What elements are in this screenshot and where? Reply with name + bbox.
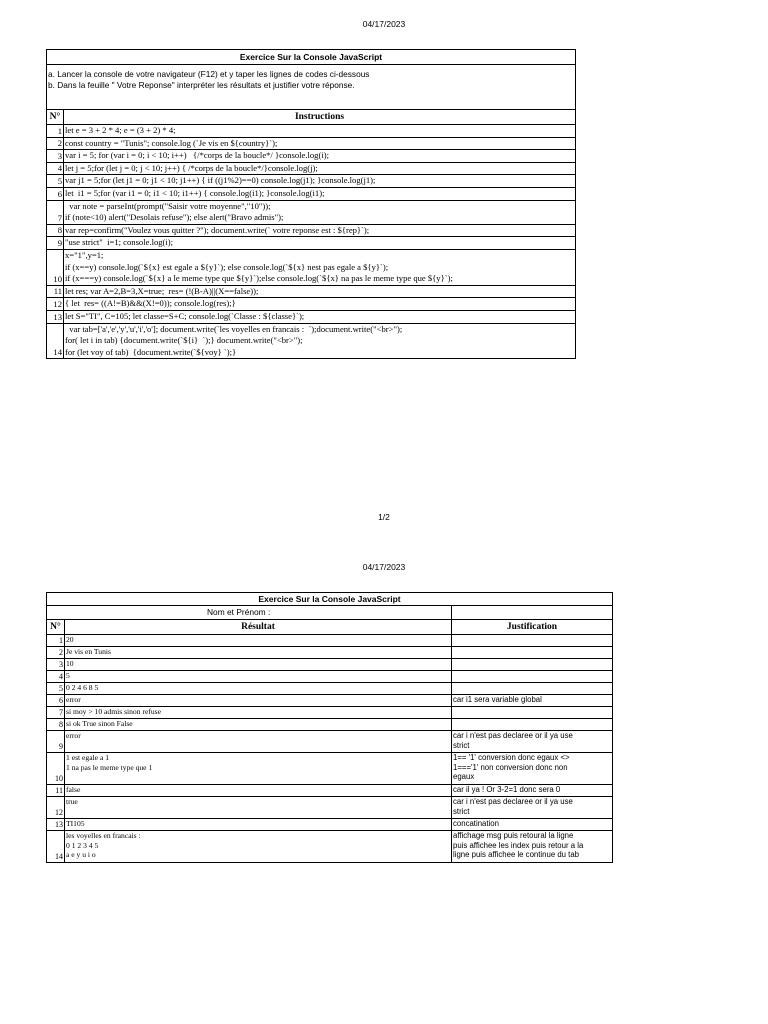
justification-cell bbox=[452, 635, 613, 647]
justification-line: puis affichee les index puis retour a la bbox=[453, 840, 584, 850]
instruction-row bbox=[47, 187, 576, 200]
exercise-title: Exercice Sur la Console JavaScript bbox=[47, 50, 576, 65]
justification-cell bbox=[452, 784, 613, 796]
answer-row bbox=[47, 831, 613, 863]
justification-cell bbox=[452, 731, 613, 753]
justification-line: car i1 sera variable global bbox=[453, 695, 542, 704]
instruction-code bbox=[64, 298, 576, 311]
row-number: 4 bbox=[47, 162, 64, 175]
row-number: 4 bbox=[47, 671, 65, 683]
justification-line: strict bbox=[453, 740, 470, 750]
row-number: 13 bbox=[47, 819, 65, 831]
result-cell bbox=[65, 796, 452, 818]
answers-header-result: Résultat bbox=[65, 620, 452, 635]
justification-cell bbox=[452, 831, 613, 863]
code-line: x="1",y=1; bbox=[65, 249, 104, 260]
instruction-code bbox=[64, 249, 576, 285]
instruction-code bbox=[64, 125, 576, 138]
instruction-row bbox=[47, 323, 576, 359]
answer-row bbox=[47, 731, 613, 753]
justification-line: 1== '1' conversion donc egaux <> bbox=[453, 753, 570, 763]
result-line: 0 1 2 3 4 5 bbox=[66, 840, 99, 850]
code-line: if (note<10) alert("Desolais refuse"); else alert("Bravo admis"); bbox=[65, 212, 284, 223]
row-number: 2 bbox=[47, 137, 64, 150]
instruction-code bbox=[64, 285, 576, 298]
result-line: 5 bbox=[66, 671, 70, 680]
justification-cell bbox=[452, 719, 613, 731]
result-line: 20 bbox=[66, 635, 74, 644]
row-number: 2 bbox=[47, 647, 65, 659]
answers-header-num: N° bbox=[47, 620, 65, 635]
justification-cell bbox=[452, 753, 613, 785]
answer-row bbox=[47, 819, 613, 831]
row-number: 5 bbox=[47, 683, 65, 695]
page2-date: 04/17/2023 bbox=[362, 562, 406, 572]
row-number: 10 bbox=[47, 753, 65, 785]
intro-text bbox=[47, 65, 576, 110]
row-number: 1 bbox=[47, 635, 65, 647]
answers-title-row bbox=[47, 593, 613, 606]
result-line: 0 2 4 6 8 5 bbox=[66, 683, 99, 692]
code-line: var j1 = 5;for (let j1 = 0; j1 < 10; j1++) { if ((j1%2)==0) console.log(j1); }console.log(j1); bbox=[65, 175, 376, 186]
answer-row bbox=[47, 784, 613, 796]
code-line: var tab=['a','e','y','u','i','o']; document.write(`les voyelles en francais : `);document.write("<br>"); bbox=[65, 323, 403, 334]
intro-line-a: a. Lancer la console de votre navigateur (F12) et y taper les lignes de codes ci-dessous bbox=[48, 69, 370, 79]
row-number: 5 bbox=[47, 175, 64, 188]
answer-row bbox=[47, 719, 613, 731]
instruction-row bbox=[47, 162, 576, 175]
result-line: si ok True sinon False bbox=[66, 719, 133, 728]
row-number: 11 bbox=[47, 285, 64, 298]
answers-header-row bbox=[47, 620, 613, 635]
instruction-code bbox=[64, 200, 576, 224]
instruction-row bbox=[47, 224, 576, 237]
result-cell bbox=[65, 707, 452, 719]
instruction-code bbox=[64, 175, 576, 188]
instruction-code bbox=[64, 224, 576, 237]
result-cell bbox=[65, 784, 452, 796]
justification-cell bbox=[452, 695, 613, 707]
row-number: 3 bbox=[47, 150, 64, 163]
instruction-row bbox=[47, 237, 576, 250]
instruction-code bbox=[64, 187, 576, 200]
row-number: 9 bbox=[47, 731, 65, 753]
row-number: 6 bbox=[47, 187, 64, 200]
code-line: let res; var A=2,B=3,X=true; res= (!(B-A)||(X==false)); bbox=[65, 285, 259, 296]
justification-cell bbox=[452, 796, 613, 818]
justification-line: strict bbox=[453, 806, 470, 816]
result-line: si moy > 10 admis sinon refuse bbox=[66, 707, 161, 716]
answer-row bbox=[47, 659, 613, 671]
instruction-code bbox=[64, 150, 576, 163]
code-line: const country = "Tunis"; console.log (`Je vis en ${country}`); bbox=[65, 137, 278, 148]
row-number: 12 bbox=[47, 298, 64, 311]
row-number: 12 bbox=[47, 796, 65, 818]
justification-line: car i n'est pas declaree or il ya use bbox=[453, 796, 573, 806]
nom-row bbox=[47, 606, 613, 620]
instruction-code bbox=[64, 323, 576, 359]
result-line: true bbox=[66, 796, 78, 806]
instruction-row bbox=[47, 150, 576, 163]
code-line: if (x===y) console.log(`${x} a le meme type que ${y}`);else console.log(`${x} na pas le meme type que ${y}`); bbox=[65, 273, 453, 284]
answer-row bbox=[47, 647, 613, 659]
code-line: if (x==y) console.log(`${x} est egale a ${y}`); else console.log(`${x} nest pas egale a ${y}`); bbox=[65, 261, 389, 272]
answers-title: Exercice Sur la Console JavaScript bbox=[47, 593, 613, 606]
result-cell bbox=[65, 819, 452, 831]
code-line: let S="TI", C=105; let classe=S+C; console.log(`Classe : ${classe}`); bbox=[65, 310, 305, 321]
code-line: { let res= ((A!=B)&&(X!=0)); console.log(res);} bbox=[65, 298, 236, 309]
page1-date: 04/17/2023 bbox=[362, 19, 406, 29]
result-line: Je vis en Tunis bbox=[66, 647, 111, 656]
result-line: TI105 bbox=[66, 819, 85, 829]
result-cell bbox=[65, 671, 452, 683]
instruction-row bbox=[47, 249, 576, 285]
justification-line: concatination bbox=[453, 819, 499, 829]
instruction-code bbox=[64, 137, 576, 150]
result-cell bbox=[65, 731, 452, 753]
row-number: 9 bbox=[47, 237, 64, 250]
answer-row bbox=[47, 683, 613, 695]
instruction-row bbox=[47, 125, 576, 138]
row-number: 8 bbox=[47, 224, 64, 237]
row-number: 13 bbox=[47, 310, 64, 323]
header-row bbox=[47, 110, 576, 125]
answers-header-justification: Justification bbox=[452, 620, 613, 635]
result-line: error bbox=[66, 695, 81, 704]
instruction-code bbox=[64, 237, 576, 250]
instructions-table bbox=[46, 49, 576, 359]
answer-row bbox=[47, 753, 613, 785]
result-cell bbox=[65, 635, 452, 647]
justification-line: 1==='1' non conversion donc non bbox=[453, 762, 568, 772]
answer-row bbox=[47, 671, 613, 683]
result-cell bbox=[65, 695, 452, 707]
result-line: 10 bbox=[66, 659, 74, 668]
result-cell bbox=[65, 647, 452, 659]
result-cell bbox=[65, 831, 452, 863]
instruction-row bbox=[47, 175, 576, 188]
instruction-code bbox=[64, 310, 576, 323]
result-line: les voyelles en francais : bbox=[66, 831, 141, 841]
justification-cell bbox=[452, 683, 613, 695]
code-line: var note = parseInt(prompt("Saisir votre moyenne","10")); bbox=[65, 200, 271, 211]
intro-row bbox=[47, 65, 576, 110]
instruction-row bbox=[47, 285, 576, 298]
answer-row bbox=[47, 695, 613, 707]
row-number: 7 bbox=[47, 200, 64, 224]
row-number: 8 bbox=[47, 719, 65, 731]
header-instructions: Instructions bbox=[64, 110, 576, 125]
instruction-row bbox=[47, 200, 576, 224]
justification-cell bbox=[452, 659, 613, 671]
instruction-row bbox=[47, 310, 576, 323]
code-line: for( let i in tab) {document.write(`${i} `);} document.write("<br>"); bbox=[65, 335, 303, 346]
result-line: error bbox=[66, 731, 81, 740]
nom-prenom-empty bbox=[452, 606, 613, 620]
row-number: 10 bbox=[47, 249, 64, 285]
row-number: 7 bbox=[47, 707, 65, 719]
instruction-row bbox=[47, 298, 576, 311]
result-cell bbox=[65, 753, 452, 785]
row-number: 14 bbox=[47, 323, 64, 359]
answer-row bbox=[47, 707, 613, 719]
result-line: a e y u i o bbox=[66, 850, 96, 860]
nom-prenom-label: Nom et Prénom : bbox=[47, 606, 452, 620]
result-cell bbox=[65, 683, 452, 695]
row-number: 1 bbox=[47, 125, 64, 138]
code-line: let i1 = 5;for (var i1 = 0; i1 < 10; i1++) { console.log(i1); }console.log(i1); bbox=[65, 187, 325, 198]
result-line: 1 est egale a 1 bbox=[66, 753, 110, 763]
table-title-row bbox=[47, 50, 576, 65]
justification-line: egaux bbox=[453, 772, 475, 782]
answer-row bbox=[47, 796, 613, 818]
code-line: "use strict" i=1; console.log(i); bbox=[65, 237, 174, 248]
justification-line: car il ya ! Or 3-2=1 donc sera 0 bbox=[453, 784, 561, 794]
code-line: var i = 5; for (var i = 0; i < 10; i++) {/*corps de la boucle*/ }console.log(i); bbox=[65, 150, 329, 161]
justification-cell bbox=[452, 707, 613, 719]
justification-line: car i n'est pas declaree or il ya use bbox=[453, 731, 573, 740]
justification-line: ligne puis affichee le continue du tab bbox=[453, 850, 579, 860]
result-line: false bbox=[66, 784, 81, 794]
code-line: let j = 5;for (let j = 0; j < 10; j++) { /*corps de la boucle*/}console.log(j); bbox=[65, 162, 318, 173]
justification-cell bbox=[452, 647, 613, 659]
justification-cell bbox=[452, 819, 613, 831]
code-line: var rep=confirm("Voulez vous quitter ?"); document.write(` votre reponse est : ${rep}`); bbox=[65, 224, 370, 235]
answers-table bbox=[46, 592, 613, 863]
code-line: for (let voy of tab) {document.write(`${voy} `);} bbox=[65, 346, 237, 357]
page-number: 1/2 bbox=[378, 512, 390, 522]
result-cell bbox=[65, 719, 452, 731]
row-number: 11 bbox=[47, 784, 65, 796]
result-cell bbox=[65, 659, 452, 671]
intro-line-b: b. Dans la feuille " Votre Reponse" interpréter les résultats et justifier votre réponse. bbox=[48, 80, 355, 90]
answer-row bbox=[47, 635, 613, 647]
instruction-row bbox=[47, 137, 576, 150]
header-num: N° bbox=[47, 110, 64, 125]
justification-line: affichage msg puis retoural la ligne bbox=[453, 831, 574, 841]
result-line: 1 na pas le meme type que 1 bbox=[66, 762, 153, 772]
code-line: let e = 3 + 2 * 4; e = (3 + 2) * 4; bbox=[65, 125, 176, 135]
row-number: 14 bbox=[47, 831, 65, 863]
row-number: 6 bbox=[47, 695, 65, 707]
instruction-code bbox=[64, 162, 576, 175]
row-number: 3 bbox=[47, 659, 65, 671]
justification-cell bbox=[452, 671, 613, 683]
